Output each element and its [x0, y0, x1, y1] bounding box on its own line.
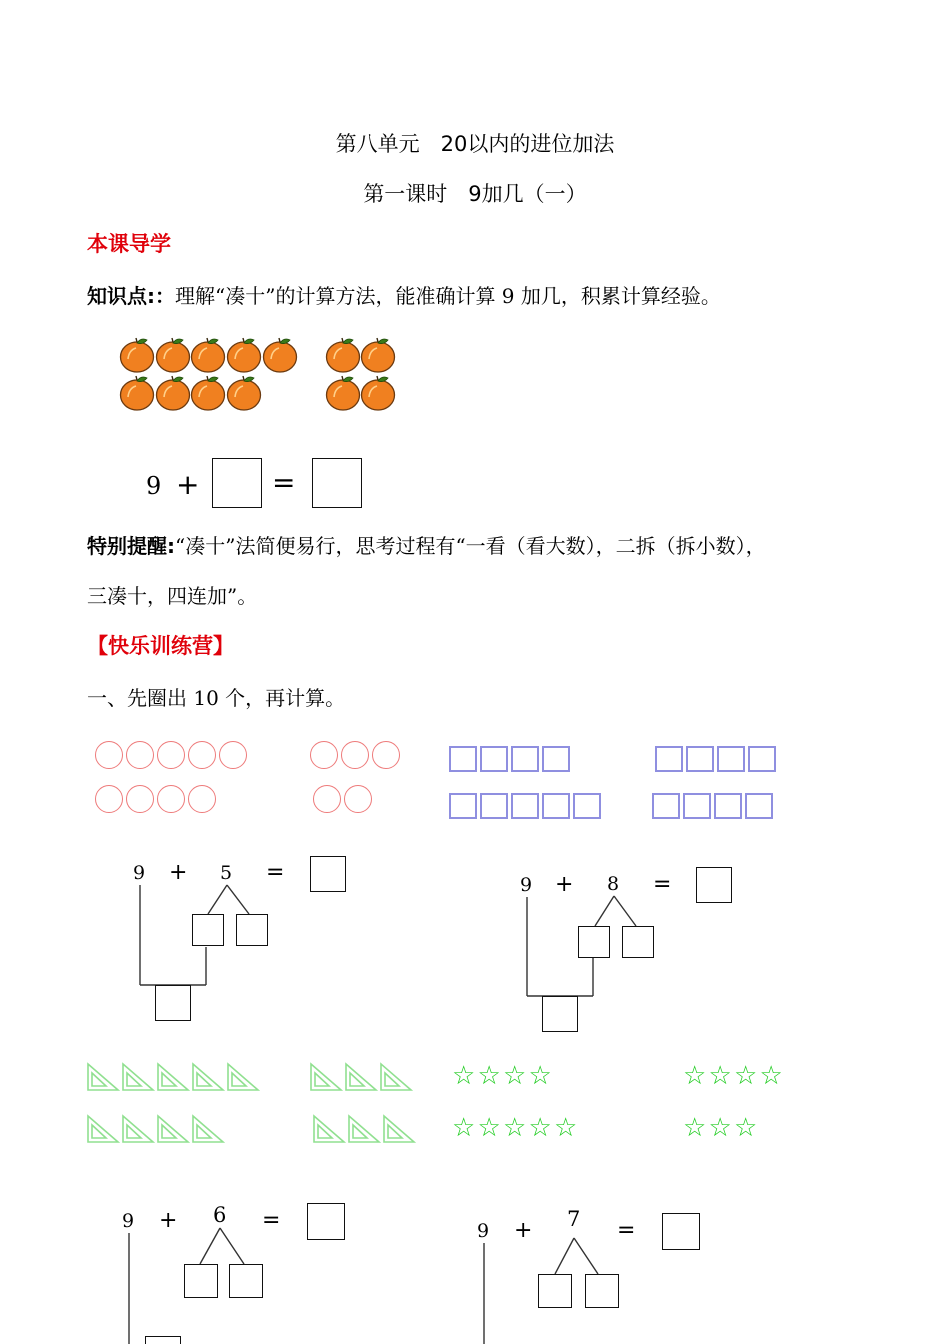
problem-4-equals: =	[617, 1218, 636, 1243]
problem-2-addend: 9	[520, 874, 533, 896]
problem-2-plus: +	[555, 872, 574, 897]
star-outline-icon[interactable]: ☆	[452, 1061, 476, 1091]
reminder-text-1: “凑十”法简便易行，思考过程有“一看（看大数），二拆（拆小数），	[175, 534, 766, 558]
problem-3-equals: =	[262, 1208, 281, 1233]
example-plus: +	[176, 468, 200, 501]
reminder-text-2: 三凑十，四连加”。	[87, 584, 258, 608]
problem-3-split-box-1[interactable]	[184, 1264, 218, 1298]
star-outline-icon[interactable]: ☆	[683, 1061, 707, 1091]
problem-1-plus: +	[169, 860, 188, 885]
star-outline-icon[interactable]: ☆	[734, 1113, 758, 1143]
star-outline-icon[interactable]: ☆	[503, 1113, 527, 1143]
star-outline-icon[interactable]: ☆	[528, 1061, 552, 1091]
problem-2-answer-box[interactable]	[696, 867, 732, 903]
problem-3-plus: +	[159, 1208, 178, 1233]
problem-2-split-box-1[interactable]	[578, 926, 610, 958]
camp-heading: 【快乐训练营】	[87, 634, 234, 658]
star-outline-icon[interactable]: ☆	[477, 1113, 501, 1143]
exercise-instruction: 一、先圈出 10 个，再计算。	[87, 686, 346, 710]
problem-2-split-box-2[interactable]	[622, 926, 654, 958]
star-outline-icon[interactable]: ☆	[734, 1061, 758, 1091]
problem-1-addend: 9	[133, 862, 146, 884]
problem-3-addend: 9	[122, 1210, 135, 1232]
problem-1-split-box-1[interactable]	[192, 914, 224, 946]
problem-4-split-box-2[interactable]	[585, 1274, 619, 1308]
star-outline-icon[interactable]: ☆	[503, 1061, 527, 1091]
lesson-title: 第一课时 9加几（一）	[363, 182, 587, 206]
star-outline-icon[interactable]: ☆	[452, 1113, 476, 1143]
star-outline-icon[interactable]: ☆	[528, 1113, 552, 1143]
problem-3-sum-box[interactable]	[145, 1336, 181, 1344]
problem-1-equals: =	[266, 860, 285, 885]
problem-2-equals: =	[653, 872, 672, 897]
problem-3-addend-2: 6	[213, 1203, 227, 1227]
problem-4-addend: 9	[477, 1220, 490, 1242]
problem-2-addend-2: 8	[607, 873, 620, 895]
unit-title: 第八单元 20以内的进位加法	[335, 132, 615, 156]
problem-3-answer-box[interactable]	[307, 1203, 345, 1240]
example-equals: =	[272, 466, 296, 499]
problem-4-split-box-1[interactable]	[538, 1274, 572, 1308]
star-outline-icon[interactable]: ☆	[708, 1061, 732, 1091]
knowledge-text: 理解“凑十”的计算方法，能准确计算 9 加几，积累计算经验。	[175, 284, 721, 308]
problem-4-answer-box[interactable]	[662, 1213, 700, 1250]
problem-1-split-box-2[interactable]	[236, 914, 268, 946]
problem-1-sum-box[interactable]	[155, 985, 191, 1021]
problem-4-plus: +	[514, 1218, 533, 1243]
problem-3-split-box-2[interactable]	[229, 1264, 263, 1298]
star-outline-icon[interactable]: ☆	[554, 1113, 578, 1143]
guide-heading: 本课导学	[87, 232, 171, 256]
star-outline-icon[interactable]: ☆	[708, 1113, 732, 1143]
star-outline-icon[interactable]: ☆	[477, 1061, 501, 1091]
reminder-label: 特别提醒:	[87, 534, 175, 558]
example-addend: 9	[146, 472, 162, 500]
star-outline-icon[interactable]: ☆	[759, 1061, 783, 1091]
problem-2-sum-box[interactable]	[542, 996, 578, 1032]
problem-4-addend-2: 7	[567, 1207, 581, 1231]
knowledge-label: 知识点:：	[87, 284, 175, 308]
problem-1-addend-2: 5	[220, 862, 233, 884]
star-outline-icon[interactable]: ☆	[683, 1113, 707, 1143]
problem-1-answer-box[interactable]	[310, 856, 346, 892]
